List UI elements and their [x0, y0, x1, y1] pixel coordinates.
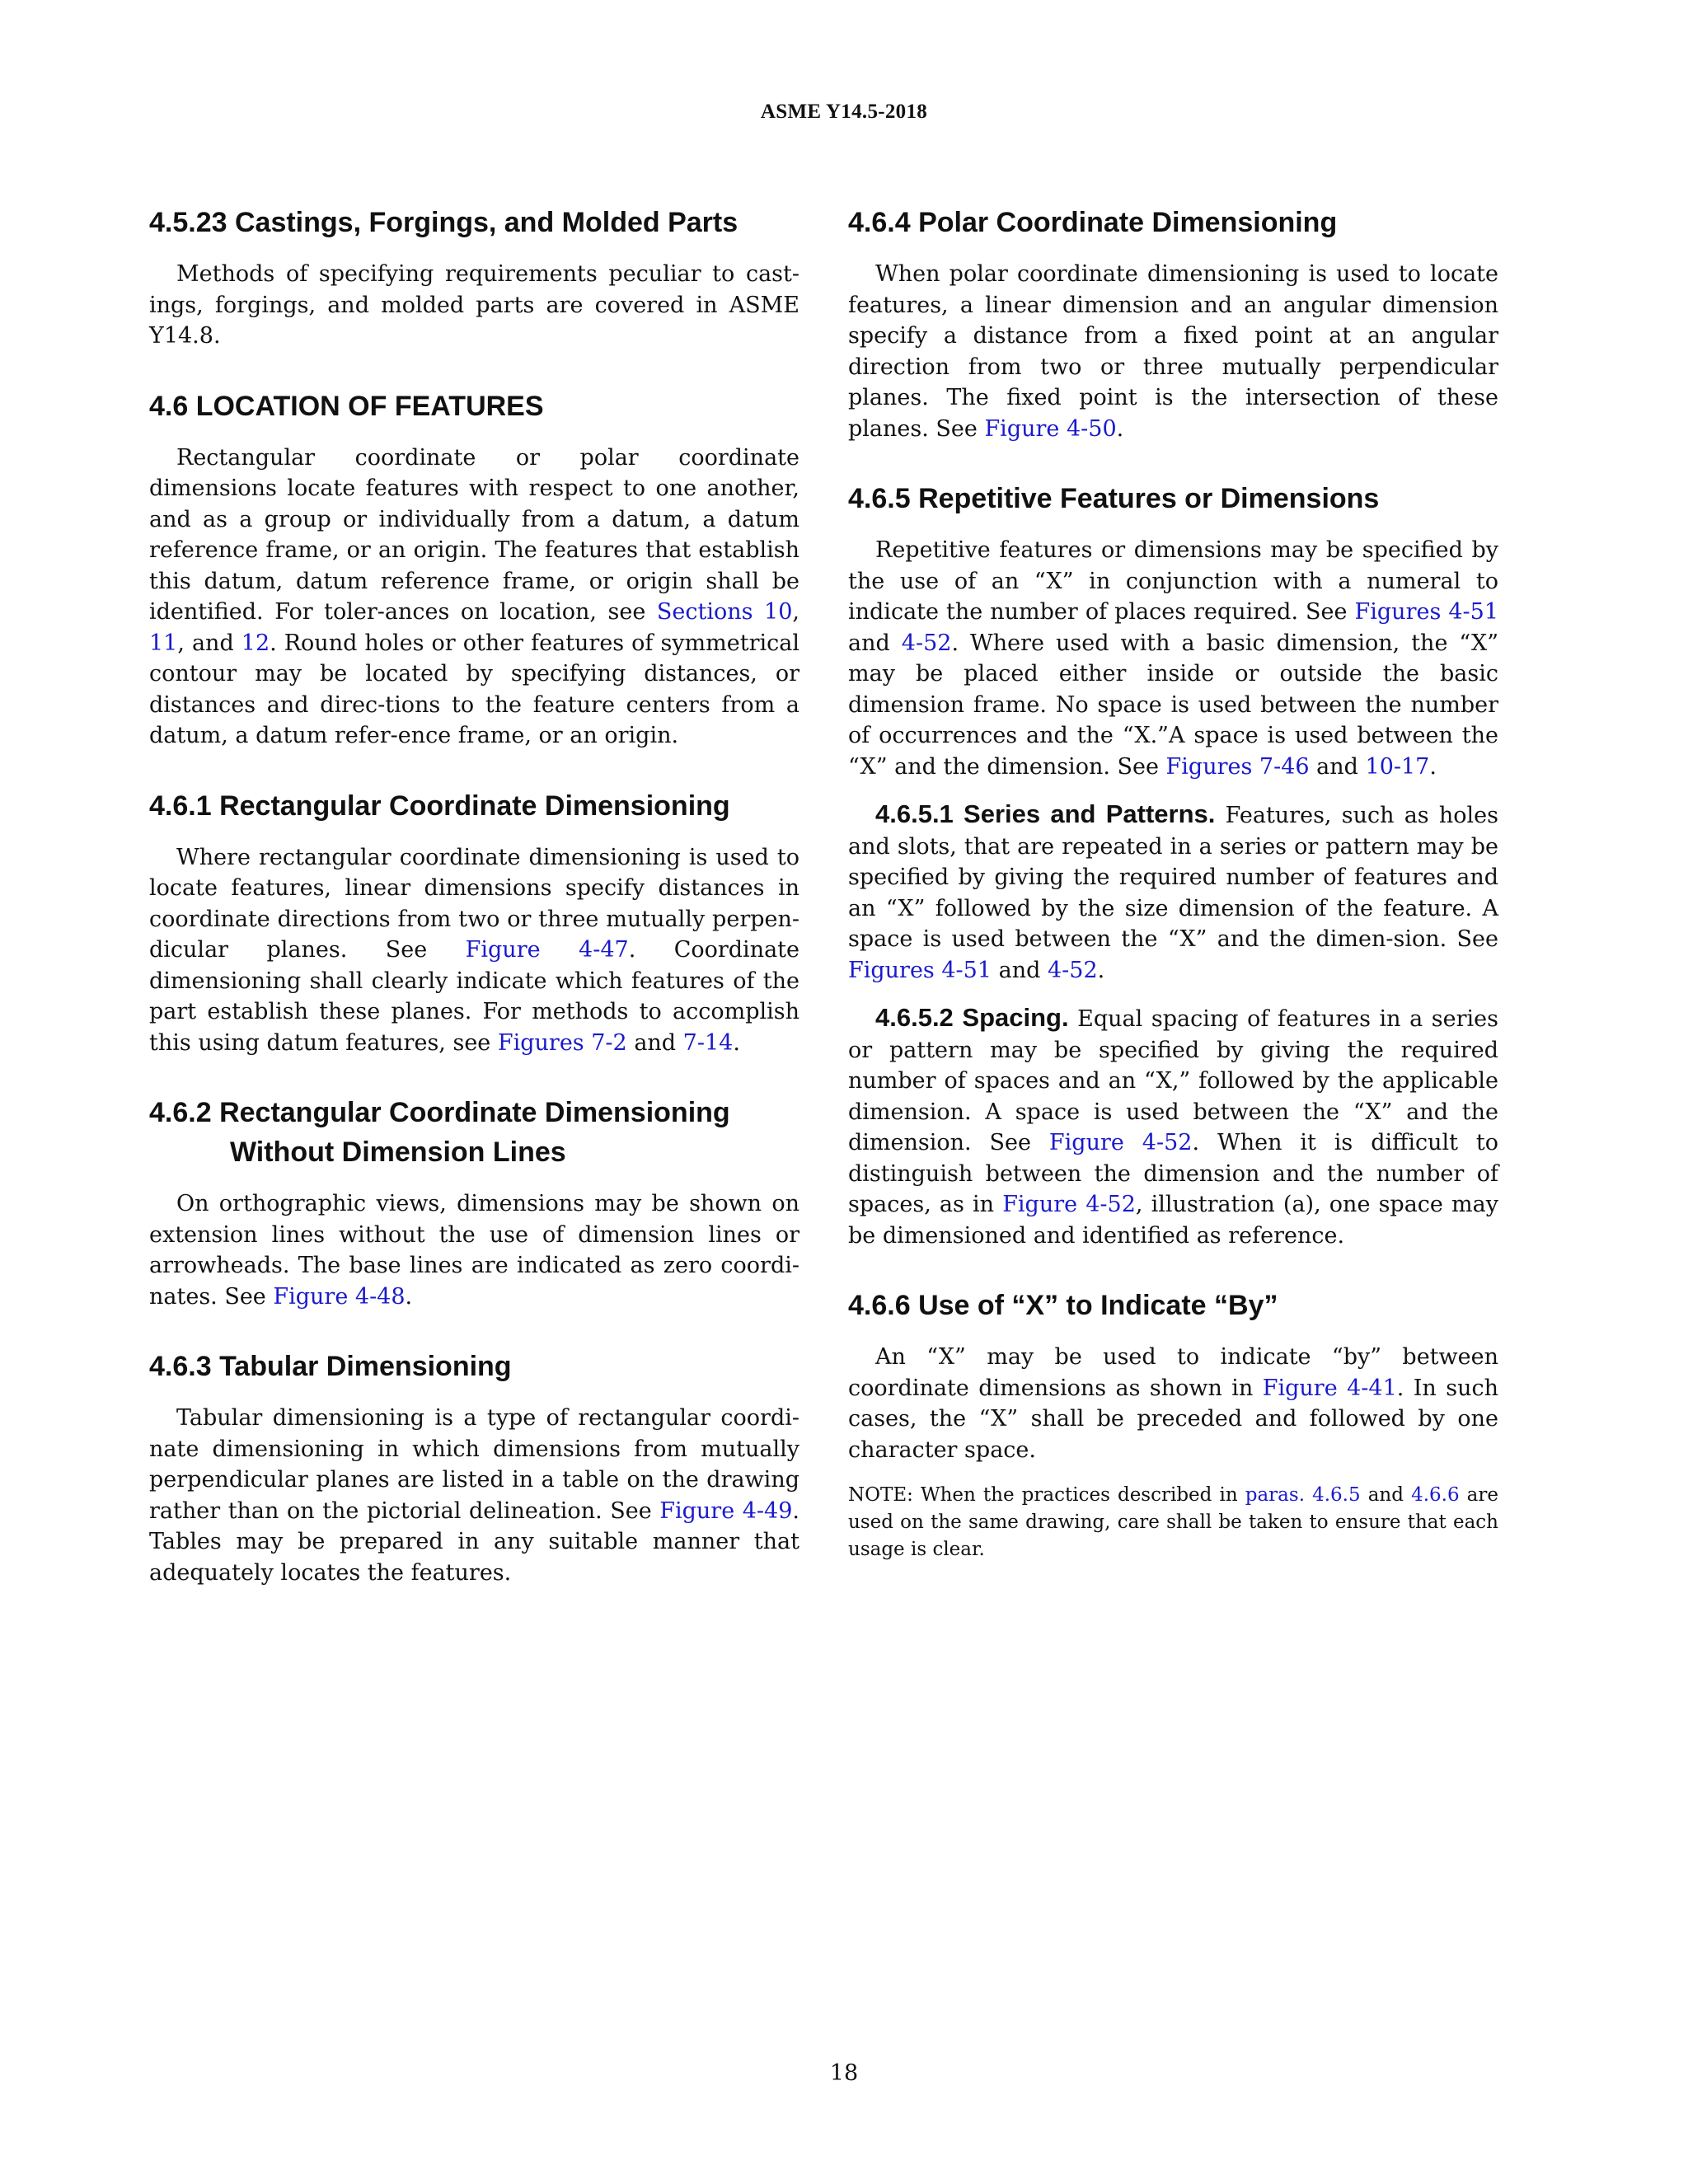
paragraph: Rectangular coordinate or polar coordinate dimensions locate features with respect to one another, and as a group or individually from a datum, a datum reference frame, or an origin. The features that establish this datum, datum reference frame, or origin shall be identified. For toler-ances on location, see Sections 10, 11, and 12. Round holes or other features of symmetrical contour may be located by specifying distances, or distances and direc-tions to the feature centers from a datum, a datum refer-ence frame, or an origin.: [149, 444, 799, 748]
section-4-6-2: [149, 1093, 799, 1312]
xref-para-4-6-6[interactable]: 4.6.6: [1411, 1484, 1460, 1506]
section-title: 4.6.2 Rectangular Coordinate Dimensioning Without Dimension Lines: [149, 1097, 730, 1168]
xref-figure-4-51[interactable]: Figures 4-51: [1354, 599, 1498, 625]
section-4-6-6: [848, 1286, 1498, 1563]
note: NOTE: When the practices described in paras. 4.6.5 and 4.6.6 are used on the same drawing, care shall be taken to ensure that each usage is clear.: [848, 1484, 1499, 1560]
paragraph: Tabular dimensioning is a type of rectangular coordi-nate dimensioning in which dimensions from mutually perpendicular planes are listed in a table on the drawing rather than on the pictorial delineation. See Figure 4-49. Tables may be prepared in any suitable manner that adequately locates the features.: [149, 1405, 799, 1586]
xref-section-11[interactable]: 11: [149, 630, 178, 656]
section-title: 4.6.6 Use of “X” to Indicate “By”: [848, 1290, 1278, 1321]
xref-figure-4-51[interactable]: Figures 4-51: [848, 957, 992, 983]
paragraph: Repetitive features or dimensions may be specified by the use of an “X” in conjunction with a numeral to indicate the number of places required. See Figures 4-51 and 4-52. Where used with a basic dimension, the “X” may be placed either inside or outside the basic dimension frame. No space is used between the number of occurrences and the “X.”A space is used between the “X” and the dimension. See Figures 7-46 and 10-17.: [848, 537, 1498, 780]
section-4-6-1: [149, 786, 799, 1059]
xref-figure-7-14[interactable]: 7-14: [682, 1029, 734, 1056]
section-title: 4.6.4 Polar Coordinate Dimensioning: [848, 207, 1338, 238]
section-title: 4.6.1 Rectangular Coordinate Dimensioning: [149, 790, 730, 822]
subsection-4-6-5-1: 4.6.5.1 Series and Patterns. Features, such as holes and slots, that are repeated in a series or pattern may be specified by giving the required number of features and an “X” followed by the size dimension of the feature. A space is used between the “X” and the dimen-sion. See Figures 4-51 and 4-52.: [848, 799, 1498, 983]
xref-para-4-6-5[interactable]: paras. 4.6.5: [1245, 1484, 1361, 1506]
section-title: 4.6.3 Tabular Dimensioning: [149, 1351, 512, 1382]
section-4-6-4: [848, 203, 1498, 444]
section-title: 4.5.23 Castings, Forgings, and Molded Parts: [149, 207, 738, 238]
paragraph: Methods of specifying requirements peculiar to cast-ings, forgings, and molded parts are covered in ASME Y14.8.: [149, 261, 799, 349]
subsection-heading: 4.6.5.1 Series and Patterns.: [875, 799, 1216, 828]
subsection-heading: 4.6.5.2 Spacing.: [875, 1003, 1069, 1032]
xref-figure-7-2[interactable]: Figures 7-2: [497, 1029, 627, 1056]
paragraph: Where rectangular coordinate dimensioning is used to locate features, linear dimensions specify distances in coordinate directions from two or three mutually perpen-dicular planes. See Figure 4-47. Coordinate dimensioning shall clearly indicate which features of the part establish these planes. For methods to accomplish this using datum features, see Figures 7-2 and 7-14.: [149, 844, 800, 1056]
paragraph: On orthographic views, dimensions may be shown on extension lines without the use of dimension lines or arrowheads. The base lines are indicated as zero coordi-nates. See Figure 4-48.: [149, 1191, 799, 1310]
xref-figure-4-52[interactable]: Figure 4-52: [1048, 1130, 1193, 1155]
section-title: 4.6 LOCATION OF FEATURES: [149, 390, 544, 422]
page-number: 18: [829, 2060, 859, 2086]
xref-figure-4-52[interactable]: 4-52: [901, 630, 952, 656]
xref-section-12[interactable]: 12: [241, 630, 270, 656]
xref-figure-4-41[interactable]: Figure 4-41: [1262, 1375, 1397, 1401]
section-4-6: [149, 387, 799, 752]
xref-figure-10-17[interactable]: 10-17: [1365, 753, 1430, 780]
xref-sections-10[interactable]: Sections 10: [656, 599, 793, 625]
paragraph: When polar coordinate dimensioning is used to locate features, a linear dimension and an angular dimension specify a distance from a fixed point at an angular direction from two or three mutually perpendicular planes. The fixed point is the intersection of these planes. See Figure 4-50.: [848, 261, 1498, 442]
xref-figure-4-52[interactable]: 4-52: [1047, 957, 1098, 983]
left-column: [149, 203, 799, 1623]
section-4-6-5: [848, 479, 1498, 1251]
running-header: ASME Y14.5-2018: [760, 101, 928, 123]
xref-figure-4-52[interactable]: Figure 4-52: [1002, 1192, 1136, 1217]
section-4-6-3: [149, 1347, 799, 1588]
paragraph: An “X” may be used to indicate “by” between coordinate dimensions as shown in Figure 4-41. In such cases, the “X” shall be preceded and followed by one character space.: [848, 1344, 1499, 1463]
xref-figure-4-50[interactable]: Figure 4-50: [984, 415, 1117, 442]
section-4-5-23: [149, 203, 799, 352]
section-title: 4.6.5 Repetitive Features or Dimensions: [848, 483, 1380, 514]
xref-figure-4-48[interactable]: Figure 4-48: [273, 1283, 406, 1310]
xref-figure-4-47[interactable]: Figure 4-47: [465, 937, 629, 963]
subsection-4-6-5-2: 4.6.5.2 Spacing. Equal spacing of features in a series or pattern may be specified by giving the required number of spaces and an “X,” followed by the applicable dimension. A space is used between the “X” and the dimension. See Figure 4-52. When it is difficult to distinguish between the dimension and the number of spaces, as in Figure 4-52, illustration (a), one space may be dimensioned and identified as reference.: [848, 1003, 1498, 1249]
xref-figure-4-49[interactable]: Figure 4-49: [659, 1497, 793, 1524]
xref-figure-7-46[interactable]: Figures 7-46: [1165, 753, 1310, 780]
right-column: [848, 203, 1498, 1598]
